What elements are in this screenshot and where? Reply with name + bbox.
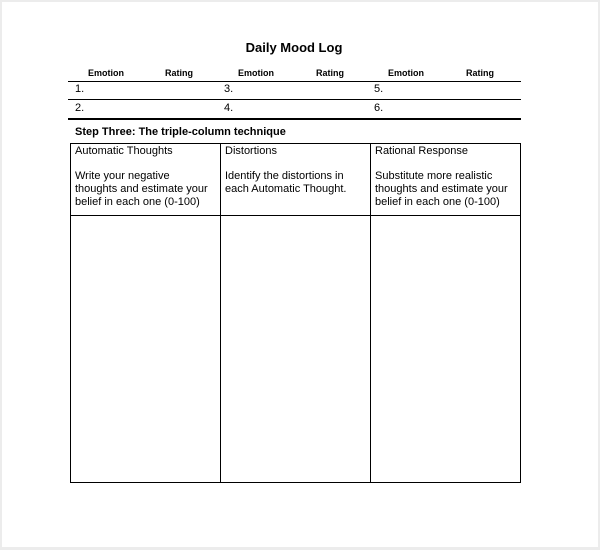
mood-slot-5: 5. xyxy=(374,83,384,95)
column-divider-1 xyxy=(220,144,221,482)
mood-log-header xyxy=(68,68,521,80)
emotion-header-3: Emotion xyxy=(388,68,424,78)
instruction-line: Identify the distortions in xyxy=(225,170,344,182)
step-three-heading: Step Three: The triple-column technique xyxy=(75,126,286,138)
column-heading-automatic-thoughts: Automatic Thoughts xyxy=(75,145,173,157)
emotion-header-1: Emotion xyxy=(88,68,124,78)
instruction-line: thoughts and estimate your xyxy=(75,183,208,195)
instruction-line: belief in each one (0-100) xyxy=(375,196,500,208)
mood-slot-1: 1. xyxy=(75,83,85,95)
mood-log-divider-middle xyxy=(68,99,521,100)
instruction-line: belief in each one (0-100) xyxy=(75,196,200,208)
mood-slot-6: 6. xyxy=(374,102,384,114)
column-divider-2 xyxy=(370,144,371,482)
column-heading-rational-response: Rational Response xyxy=(375,145,468,157)
mood-log-divider-top xyxy=(68,81,521,82)
mood-slot-2: 2. xyxy=(75,102,85,114)
page-title: Daily Mood Log xyxy=(245,40,343,55)
rating-header-2: Rating xyxy=(316,68,344,78)
column-heading-distortions: Distortions xyxy=(225,145,277,157)
rating-header-3: Rating xyxy=(466,68,494,78)
instruction-line: each Automatic Thought. xyxy=(225,183,347,195)
mood-slot-4: 4. xyxy=(224,102,234,114)
table-header-divider xyxy=(71,215,520,216)
instruction-line: Write your negative xyxy=(75,170,170,182)
triple-column-table xyxy=(70,143,521,483)
instruction-line: thoughts and estimate your xyxy=(375,183,508,195)
column-instructions-automatic-thoughts xyxy=(75,170,208,209)
column-instructions-distortions xyxy=(225,170,347,196)
emotion-header-2: Emotion xyxy=(238,68,274,78)
rating-header-1: Rating xyxy=(165,68,193,78)
document-page xyxy=(2,2,598,547)
mood-log-divider-bottom xyxy=(68,118,521,120)
mood-slot-3: 3. xyxy=(224,83,234,95)
column-instructions-rational-response xyxy=(375,170,508,209)
instruction-line: Substitute more realistic xyxy=(375,170,493,182)
